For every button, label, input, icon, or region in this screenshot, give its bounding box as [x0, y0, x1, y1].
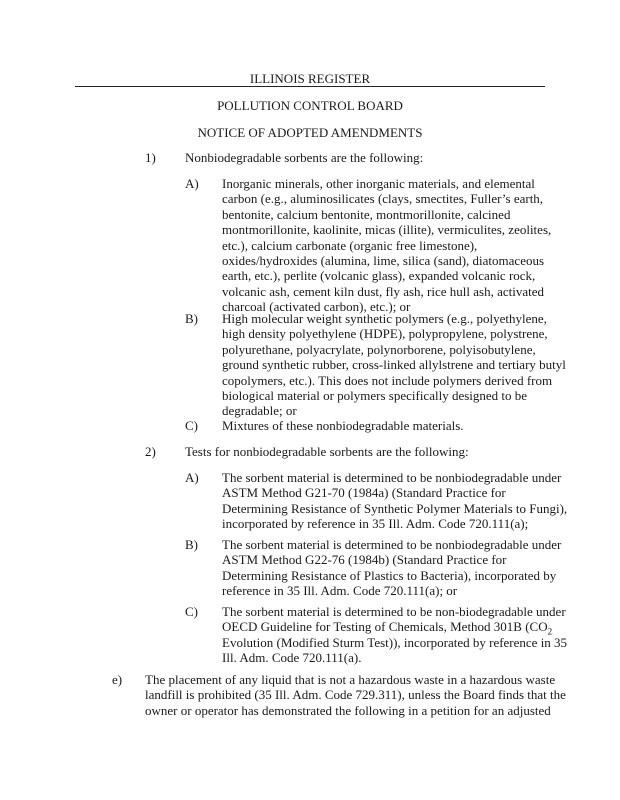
item-1b-text: High molecular weight synthetic polymers (e.g., polyethylene, high density polyethylene (HDPE), polypropylene, polystrene, polyurethane, polyacrylate, polynorborene, polyisobutylene, ground synthetic rubber, cross-linked allylstrene and tertiary butyl copolymers, etc.). This does not include polymers derived from biological material or polymers specifically designed to be degradable; or [222, 311, 566, 419]
item-1a-text: Inorganic minerals, other inorganic materials, and elemental carbon (e.g., aluminosilicates (clays, smectites, Fuller’s earth, bentonite, calcium bentonite, montmorillonite, calcined montmorillonite, kaolinite, micas (illite), vermiculites, zeolites, etc.), calcium carbonate (organic free limestone), oxides/hydroxides (alumina, lime, silica (sand), diatomaceous earth, etc.), perlite (volcanic glass), expanded volcanic rock, volcanic ash, cement kiln dust, fly ash, rice hull ash, activated charcoal (activated carbon), etc.); or [222, 176, 552, 315]
item-2c-text-post: Evolution (Modified Sturm Test)), incorporated by reference in 35 Ill. Adm. Code 720.111(a). [222, 634, 568, 666]
header-rule [75, 86, 545, 87]
item-2c-text-pre: The sorbent material is determined to be non-biodegradable under OECD Guideline for Testing of Chemicals, Method 301B (CO [222, 604, 566, 635]
item-e-label: e) [112, 672, 123, 687]
item-2-label: 2) [145, 444, 156, 459]
co2-subscript: 2 [547, 627, 553, 637]
item-2b-text: The sorbent material is determined to be nonbiodegradable under ASTM Method G22-76 (1984b) (Standard Practice for Determining Resistance of Plastics to Bacteria), incorporated by reference in 35 Ill. Adm. Code 720.111(a); or [222, 537, 562, 599]
item-1a-label: A) [185, 176, 199, 191]
board-title: POLLUTION CONTROL BOARD [217, 98, 403, 113]
item-2-text: Tests for nonbiodegradable sorbents are the following: [185, 444, 469, 459]
item-2a-label: A) [185, 470, 199, 485]
item-e-text: The placement of any liquid that is not a hazardous waste in a hazardous waste landfill is prohibited (35 Ill. Adm. Code 729.311), unless the Board finds that the owner or operator has demonstrated the following in a petition for an adjusted [145, 672, 566, 718]
item-2c-label: C) [185, 604, 198, 619]
item-1-label: 1) [145, 150, 156, 165]
notice-title: NOTICE OF ADOPTED AMENDMENTS [197, 125, 423, 140]
item-2b-label: B) [185, 537, 198, 552]
register-title: ILLINOIS REGISTER [249, 71, 371, 86]
item-1c-label: C) [185, 418, 198, 433]
item-1c-text: Mixtures of these nonbiodegradable materials. [222, 418, 464, 433]
item-1b-label: B) [185, 311, 198, 326]
item-2a-text: The sorbent material is determined to be nonbiodegradable under ASTM Method G21-70 (1984a) (Standard Practice for Determining Resistance of Synthetic Polymer Materials to Fungi), incorporated by reference in 35 Ill. Adm. Code 720.111(a); [222, 470, 568, 532]
item-2c-text [222, 604, 567, 666]
item-1-text: Nonbiodegradable sorbents are the following: [185, 150, 424, 165]
